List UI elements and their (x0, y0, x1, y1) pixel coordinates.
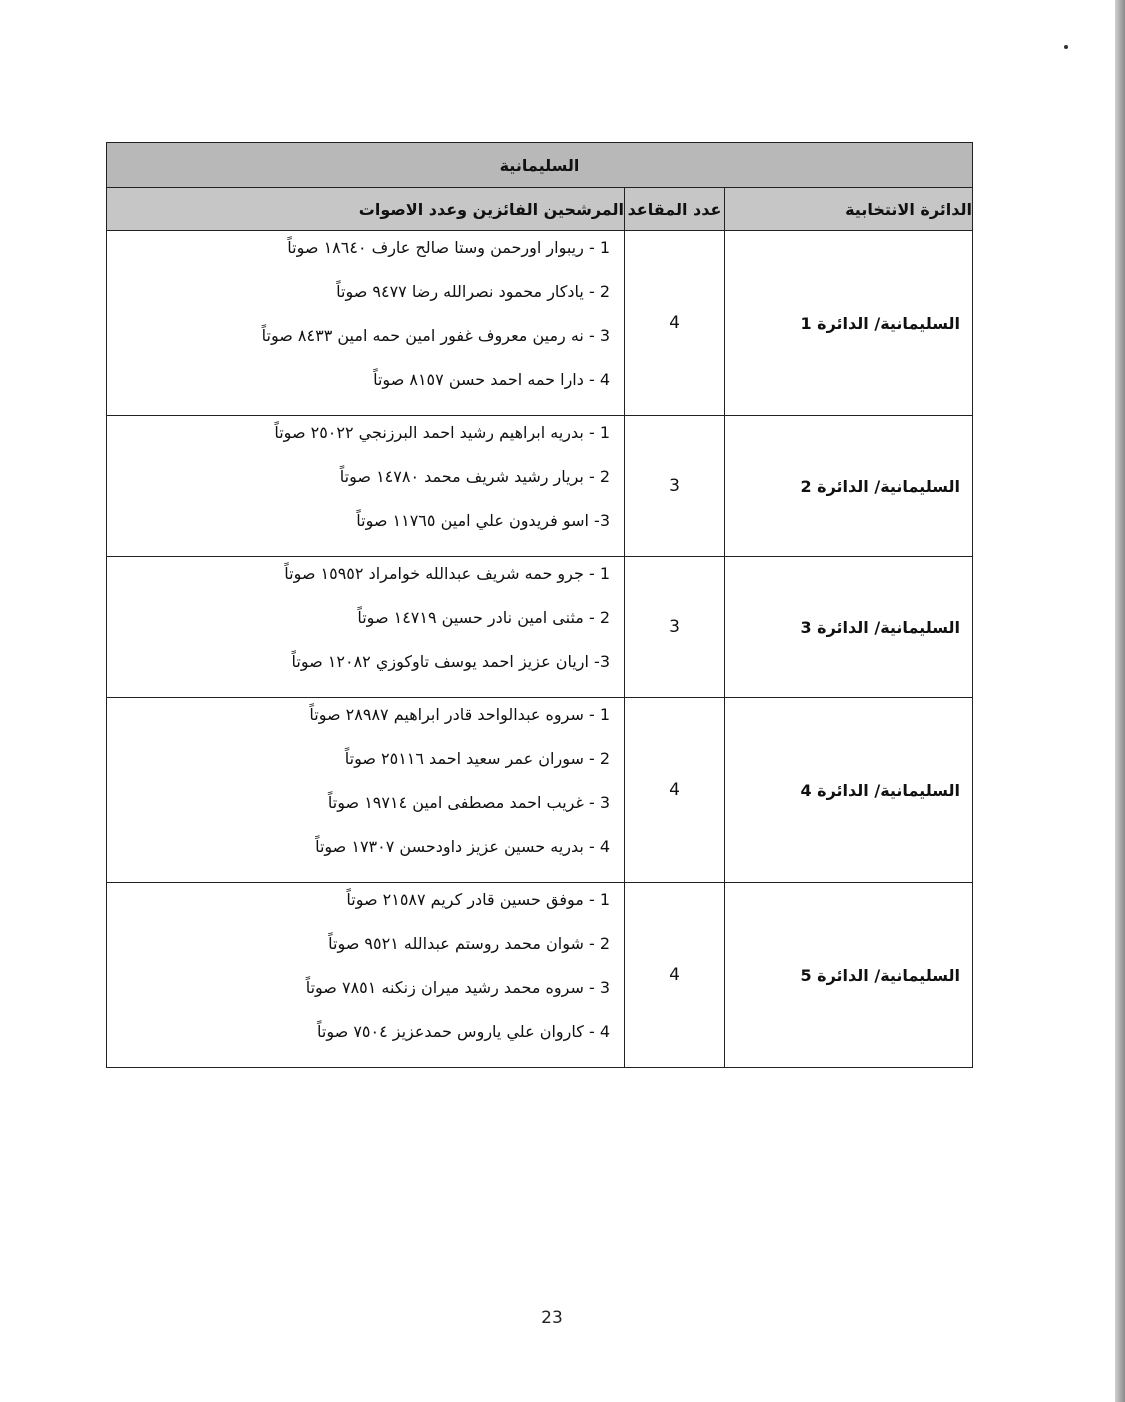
candidate-entry: 4 - دارا حمه احمد حسن ٨١٥٧ صوتاً (373, 370, 610, 389)
page-edge-shadow (1115, 0, 1125, 1402)
seat-count: 3 (625, 416, 725, 557)
winners-list (107, 883, 625, 1068)
candidate-entry: 3- اسو فريدون علي امين ١١٧٦٥ صوتاً (356, 511, 610, 530)
candidate-entry: 1 - بدريه ابراهيم رشيد احمد البرزنجي ٢٥٠٢٢ صوتاً (274, 423, 610, 442)
candidate-entry: 1 - موفق حسين قادر كريم ٢١٥٨٧ صوتاً (346, 890, 610, 909)
seat-count: 3 (625, 557, 725, 698)
district-name: السليمانية/ الدائرة 4 (725, 698, 973, 883)
scan-speck (1064, 45, 1068, 49)
candidate-entry: 2 - سوران عمر سعيد احمد ٢٥١١٦ صوتاً (344, 749, 610, 768)
header-seats: عدد المقاعد (625, 188, 725, 231)
candidate-entry: 4 - كاروان علي ياروس حمدعزيز ٧٥٠٤ صوتاً (317, 1022, 610, 1041)
header-district: الدائرة الانتخابية (725, 188, 973, 231)
candidate-entry: 1 - جرو حمه شريف عبدالله خوامراد ١٥٩٥٢ صوتاً (284, 564, 610, 583)
table-row (107, 698, 973, 883)
table-title: السليمانية (107, 143, 973, 188)
candidate-entry: 1 - سروه عبدالواحد قادر ابراهيم ٢٨٩٨٧ صوتاً (309, 705, 610, 724)
candidate-entry: 2 - شوان محمد روستم عبدالله ٩٥٢١ صوتاً (328, 934, 610, 953)
seat-count: 4 (625, 883, 725, 1068)
page-number: 23 (541, 1308, 563, 1328)
district-name: السليمانية/ الدائرة 3 (725, 557, 973, 698)
candidate-entry: 3 - غريب احمد مصطفى امين ١٩٧١٤ صوتاً (327, 793, 610, 812)
candidate-entry: 2 - بريار رشيد شريف محمد ١٤٧٨٠ صوتاً (339, 467, 610, 486)
header-row (107, 188, 973, 231)
table-row (107, 416, 973, 557)
winners-list (107, 698, 625, 883)
winners-list (107, 231, 625, 416)
district-name: السليمانية/ الدائرة 1 (725, 231, 973, 416)
header-winners: المرشحين الفائزين وعدد الاصوات (107, 188, 625, 231)
table-row (107, 557, 973, 698)
candidate-entry: 3 - سروه محمد رشيد ميران زنكنه ٧٨٥١ صوتاً (305, 978, 610, 997)
table-row (107, 231, 973, 416)
election-results-table (106, 142, 973, 1068)
district-name: السليمانية/ الدائرة 2 (725, 416, 973, 557)
district-name: السليمانية/ الدائرة 5 (725, 883, 973, 1068)
seat-count: 4 (625, 231, 725, 416)
title-row (107, 143, 973, 188)
winners-list (107, 416, 625, 557)
table-row (107, 883, 973, 1068)
candidate-entry: 2 - مثنى امين نادر حسين ١٤٧١٩ صوتاً (357, 608, 610, 627)
candidate-entry: 3 - نه رمين معروف غفور امين حمه امين ٨٤٣٣ صوتاً (261, 326, 610, 345)
winners-list (107, 557, 625, 698)
candidate-entry: 2 - يادكار محمود نصرالله رضا ٩٤٧٧ صوتاً (336, 282, 610, 301)
candidate-entry: 3- اريان عزيز احمد يوسف تاوكوزي ١٢٠٨٢ صوتاً (291, 652, 610, 671)
candidate-entry: 4 - بدريه حسين عزيز داودحسن ١٧٣٠٧ صوتاً (315, 837, 610, 856)
seat-count: 4 (625, 698, 725, 883)
candidate-entry: 1 - ريبوار اورحمن وستا صالح عارف ١٨٦٤٠ صوتاً (287, 238, 610, 257)
